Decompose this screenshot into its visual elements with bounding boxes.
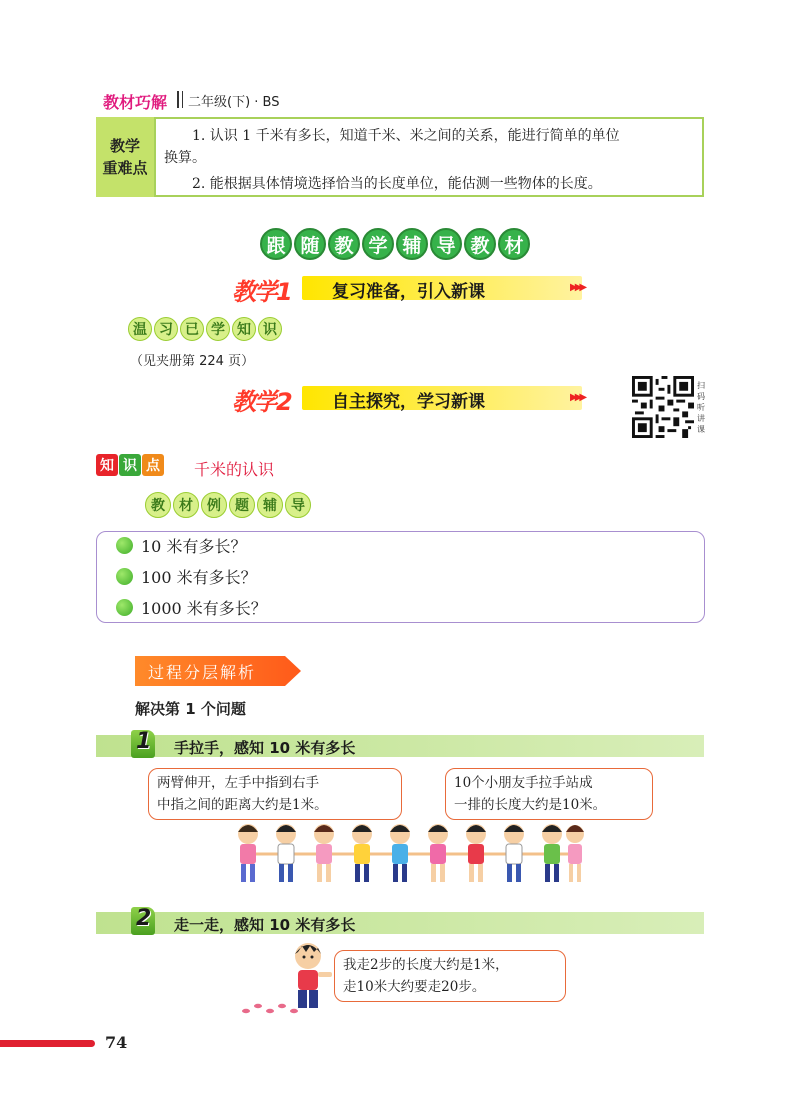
question-item: 1000 米有多长？ [116, 596, 267, 619]
teaching-point-2: 2. 能根据具体情境选择恰当的长度单位，能估测一些物体的长度。 [192, 176, 602, 192]
bullet-icon [116, 537, 133, 554]
header-separator [177, 91, 183, 108]
arrows-icon: ▶▶▶ [570, 392, 585, 403]
tag-char: 识 [258, 317, 282, 341]
section-1-banner [232, 272, 602, 306]
review-tag [128, 317, 282, 341]
process-label: 过程分层解析 [148, 663, 257, 682]
header-grade: 二年级(下) · BS [188, 95, 280, 110]
qr-label: 扫码听讲课 [697, 381, 705, 434]
knowledge-point-title: 千米的认识 [194, 460, 275, 479]
qr-code-icon[interactable] [632, 376, 694, 438]
tag-char: 已 [180, 317, 204, 341]
kp-char: 识 [119, 454, 141, 476]
example-tag [145, 492, 311, 518]
teaching-label-line1: 教学 [109, 137, 140, 155]
main-banner [260, 228, 530, 260]
banner-char: 辅 [396, 228, 428, 260]
solve-heading: 解决第 1 个问题 [135, 700, 246, 718]
banner-char: 导 [430, 228, 462, 260]
teaching-point-1-cont: 换算。 [164, 150, 206, 166]
tag-char: 题 [229, 492, 255, 518]
step-1-title: 手拉手，感知 10 米有多长 [174, 739, 356, 757]
banner-char: 教 [328, 228, 360, 260]
speech-bubble-right: 10个小朋友手拉手站成 一排的长度大约是10米。 [445, 768, 653, 820]
question-item: 10 米有多长？ [116, 534, 246, 557]
tag-char: 温 [128, 317, 152, 341]
tag-char: 材 [173, 492, 199, 518]
section-title: 复习准备，引入新课 [332, 282, 485, 302]
tag-char: 知 [232, 317, 256, 341]
section-title: 自主探究，学习新课 [332, 392, 485, 412]
banner-char: 材 [498, 228, 530, 260]
page-number: 74 [105, 1033, 128, 1052]
footprints-icon [240, 1000, 310, 1016]
review-reference: （见夹册第 224 页） [130, 354, 255, 369]
section-number: 教学1 [232, 278, 291, 306]
banner-char: 学 [362, 228, 394, 260]
tag-char: 学 [206, 317, 230, 341]
section-number: 教学2 [232, 388, 291, 416]
banner-char: 教 [464, 228, 496, 260]
kp-char: 知 [96, 454, 118, 476]
children-holding-hands-illustration [230, 822, 590, 892]
kp-char: 点 [142, 454, 164, 476]
tag-char: 习 [154, 317, 178, 341]
tag-char: 导 [285, 492, 311, 518]
step-1-number: 1 [136, 729, 152, 754]
tag-char: 辅 [257, 492, 283, 518]
teaching-label-line2: 重难点 [102, 159, 148, 177]
banner-char: 随 [294, 228, 326, 260]
teaching-point-1: 1. 认识 1 千米有多长，知道千米、米之间的关系，能进行简单的单位 [192, 128, 620, 144]
footer-bar [0, 1040, 95, 1047]
arrows-icon: ▶▶▶ [570, 282, 585, 293]
header-brand: 教材巧解 [103, 93, 168, 112]
section-2-banner [232, 382, 602, 416]
teaching-points-label [96, 117, 156, 197]
bullet-icon [116, 599, 133, 616]
step-2-title: 走一走，感知 10 米有多长 [174, 916, 356, 934]
speech-bubble-left: 两臂伸开，左手中指到右手 中指之间的距离大约是1米。 [148, 768, 402, 820]
speech-bubble-walker: 我走2步的长度大约是1米， 走10米大约要走20步。 [334, 950, 566, 1002]
question-item: 100 米有多长？ [116, 565, 257, 588]
step-2-number: 2 [136, 906, 152, 931]
tag-char: 例 [201, 492, 227, 518]
banner-char: 跟 [260, 228, 292, 260]
tag-char: 教 [145, 492, 171, 518]
knowledge-point-tag [96, 454, 164, 476]
bullet-icon [116, 568, 133, 585]
